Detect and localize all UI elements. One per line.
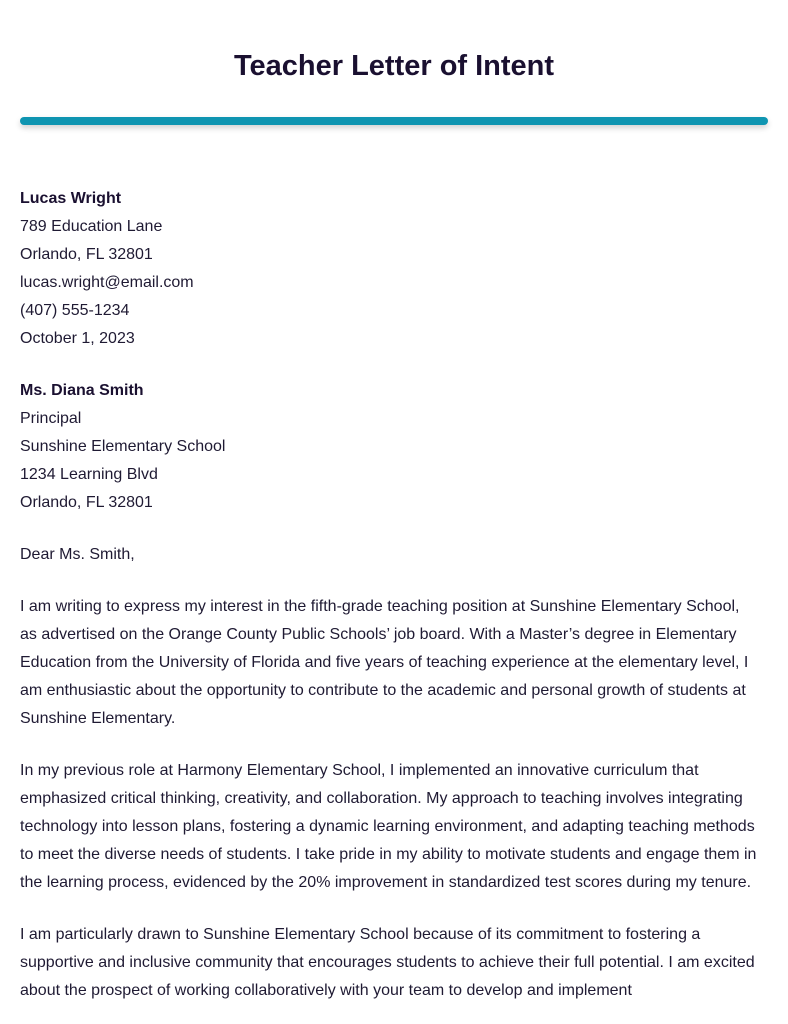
recipient-organization: Sunshine Elementary School	[20, 438, 226, 455]
paragraph-1: I am writing to express my interest in the fifth-grade teaching position at Sunshine Elementary School, as advertised on the Orange County Public Schools’ job board. With a Master’s degree in Elementary Education from the University of Florida and five years of teaching experience at the elementary level, I am enthusiastic about the opportunity to contribute to the academic and personal growth of students at Sunshine Elementary.	[20, 598, 749, 727]
recipient-name: Ms. Diana Smith	[20, 382, 144, 399]
letter-body	[20, 185, 760, 1024]
sender-email: lucas.wright@email.com	[20, 274, 194, 291]
sender-address-line1: 789 Education Lane	[20, 218, 163, 235]
recipient-title: Principal	[20, 410, 82, 427]
document-title: Teacher Letter of Intent	[233, 50, 555, 82]
sender-address-line2: Orlando, FL 32801	[20, 246, 153, 263]
title-divider	[20, 117, 768, 125]
recipient-address-line1: 1234 Learning Blvd	[20, 466, 158, 483]
salutation: Dear Ms. Smith,	[20, 546, 135, 563]
sender-phone: (407) 555-1234	[20, 302, 130, 319]
sender-name: Lucas Wright	[20, 190, 122, 207]
recipient-address-line2: Orlando, FL 32801	[20, 494, 153, 511]
letter-date: October 1, 2023	[20, 330, 135, 347]
paragraph-3: I am particularly drawn to Sunshine Elementary School because of its commitment to fostering a supportive and inclusive community that encourages students to achieve their full potential. I am excited about the prospect of working collaboratively with your team to develop and implement	[20, 926, 755, 999]
paragraph-2: In my previous role at Harmony Elementary School, I implemented an innovative curriculum that emphasized critical thinking, creativity, and collaboration. My approach to teaching involves integrating technology into lesson plans, fostering a dynamic learning environment, and adapting teaching methods to meet the diverse needs of students. I take pride in my ability to motivate students and engage them in the learning process, evidenced by the 20% improvement in standardized test scores during my tenure.	[20, 762, 757, 891]
sender-block	[20, 185, 760, 353]
recipient-block	[20, 377, 760, 517]
